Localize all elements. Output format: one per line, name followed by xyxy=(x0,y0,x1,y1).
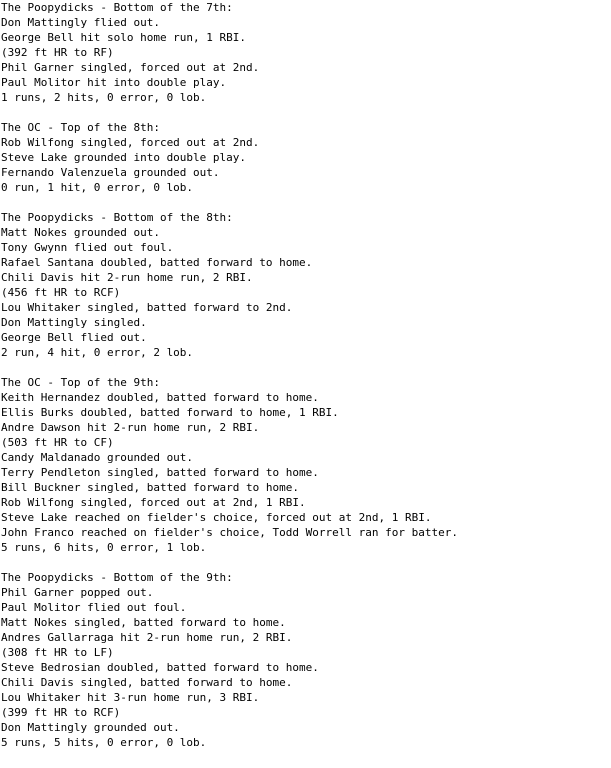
play-line: Rafael Santana doubled, batted forward to home. xyxy=(1,256,313,269)
play-line: Andres Gallarraga hit 2-run home run, 2 RBI. xyxy=(1,631,293,644)
play-line: Don Mattingly grounded out. xyxy=(1,721,180,734)
play-line: Chili Davis hit 2-run home run, 2 RBI. xyxy=(1,271,253,284)
play-line: (456 ft HR to RCF) xyxy=(1,286,121,299)
play-line: Steve Bedrosian doubled, batted forward to home. xyxy=(1,661,319,674)
play-line: George Bell hit solo home run, 1 RBI. xyxy=(1,31,247,44)
play-line: Steve Lake reached on fielder's choice, forced out at 2nd, 1 RBI. xyxy=(1,511,432,524)
play-line: (308 ft HR to LF) xyxy=(1,646,114,659)
play-line: 1 runs, 2 hits, 0 error, 0 lob. xyxy=(1,91,207,104)
play-line: Fernando Valenzuela grounded out. xyxy=(1,166,220,179)
play-line: Phil Garner singled, forced out at 2nd. xyxy=(1,61,260,74)
play-line: George Bell flied out. xyxy=(1,331,147,344)
play-line: Steve Lake grounded into double play. xyxy=(1,151,247,164)
play-line: (399 ft HR to RCF) xyxy=(1,706,121,719)
play-line: Bill Buckner singled, batted forward to home. xyxy=(1,481,300,494)
play-line: Matt Nokes singled, batted forward to home. xyxy=(1,616,286,629)
inning-heading: The Poopydicks - Bottom of the 9th: xyxy=(1,571,233,584)
inning-heading: The OC - Top of the 8th: xyxy=(1,121,160,134)
play-line: Chili Davis singled, batted forward to home. xyxy=(1,676,293,689)
play-line: Keith Hernandez doubled, batted forward to home. xyxy=(1,391,319,404)
play-line: Phil Garner popped out. xyxy=(1,586,154,599)
inning-heading: The OC - Top of the 9th: xyxy=(1,376,160,389)
play-line: (392 ft HR to RF) xyxy=(1,46,114,59)
play-line: (503 ft HR to CF) xyxy=(1,436,114,449)
inning-heading: The Poopydicks - Bottom of the 8th: xyxy=(1,211,233,224)
play-line: 0 run, 1 hit, 0 error, 0 lob. xyxy=(1,181,194,194)
play-line: 2 run, 4 hit, 0 error, 2 lob. xyxy=(1,346,194,359)
play-line: Lou Whitaker singled, batted forward to 2nd. xyxy=(1,301,293,314)
play-line: Candy Maldanado grounded out. xyxy=(1,451,194,464)
play-line: Lou Whitaker hit 3-run home run, 3 RBI. xyxy=(1,691,260,704)
inning-heading: The Poopydicks - Bottom of the 7th: xyxy=(1,1,233,14)
play-line: 5 runs, 6 hits, 0 error, 1 lob. xyxy=(1,541,207,554)
inning-section xyxy=(1,570,609,750)
play-line: 5 runs, 5 hits, 0 error, 0 lob. xyxy=(1,736,207,749)
play-line: Rob Wilfong singled, forced out at 2nd. xyxy=(1,136,260,149)
play-line: Rob Wilfong singled, forced out at 2nd, 1 RBI. xyxy=(1,496,306,509)
play-line: Matt Nokes grounded out. xyxy=(1,226,160,239)
play-line: Tony Gwynn flied out foul. xyxy=(1,241,174,254)
play-line: Ellis Burks doubled, batted forward to home, 1 RBI. xyxy=(1,406,339,419)
play-line: Paul Molitor hit into double play. xyxy=(1,76,227,89)
inning-section xyxy=(1,210,609,360)
inning-section xyxy=(1,120,609,195)
play-line: Andre Dawson hit 2-run home run, 2 RBI. xyxy=(1,421,260,434)
play-line: Paul Molitor flied out foul. xyxy=(1,601,187,614)
play-line: John Franco reached on fielder's choice, Todd Worrell ran for batter. xyxy=(1,526,458,539)
play-line: Don Mattingly flied out. xyxy=(1,16,160,29)
inning-section xyxy=(1,0,609,105)
play-line: Don Mattingly singled. xyxy=(1,316,147,329)
play-line: Terry Pendleton singled, batted forward to home. xyxy=(1,466,319,479)
inning-section xyxy=(1,375,609,555)
play-by-play-log xyxy=(1,0,609,765)
